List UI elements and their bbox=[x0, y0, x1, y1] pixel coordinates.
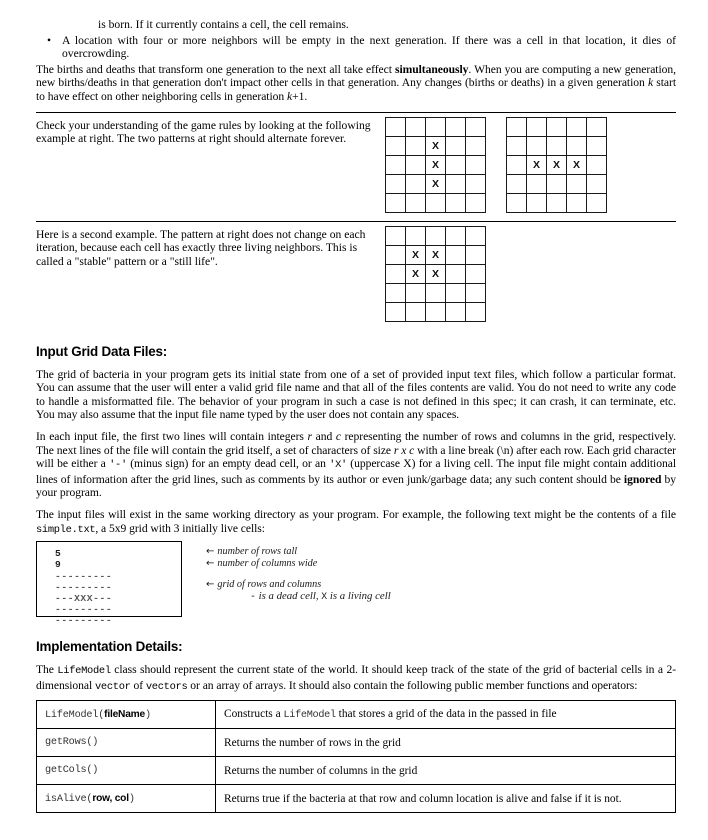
member-function-description bbox=[216, 785, 676, 813]
grid-cell-dead bbox=[446, 193, 466, 212]
grid-cell-alive: X bbox=[426, 174, 446, 193]
grid-cell-dead bbox=[507, 193, 527, 212]
annotation-legend bbox=[206, 590, 391, 603]
p3-a: The input files will exist in the same working directory as your program. For example, the following text might be the contents of a file bbox=[36, 507, 676, 521]
grid-row bbox=[386, 117, 486, 136]
grid-cell-dead bbox=[426, 283, 446, 302]
grid-cell-alive: X bbox=[547, 155, 567, 174]
grid-cell-dead bbox=[466, 193, 486, 212]
impl-a: The bbox=[36, 663, 58, 677]
file-line-cols: 9 bbox=[55, 559, 62, 571]
grid-cell-dead bbox=[386, 117, 406, 136]
annotation-grid bbox=[206, 579, 391, 590]
grid-cell-dead bbox=[507, 136, 527, 155]
grid-cell-dead bbox=[406, 226, 426, 245]
bullet-item-text: A location with four or more neighbors will be empty in the next generation. If there was a cell in that location, it dies of overcrowding. bbox=[62, 33, 676, 61]
p2-a: In each input file, the first two lines will contain integers bbox=[36, 429, 308, 443]
grid-cell-dead bbox=[446, 136, 466, 155]
grid-cell-dead bbox=[406, 174, 426, 193]
grid-cell-dead bbox=[567, 193, 587, 212]
grid-cell-dead bbox=[587, 174, 607, 193]
grid-cell-dead bbox=[406, 283, 426, 302]
example-one-text: Check your understanding of the game rules by looking at the following example at right. The two patterns at right should alternate forever. bbox=[36, 118, 371, 146]
grid-cell-dead bbox=[466, 155, 486, 174]
grid-row bbox=[507, 193, 607, 212]
description-text: Returns true if the bacteria at that row and column location is alive and false if it is not. bbox=[224, 792, 622, 805]
grid-cell-dead bbox=[446, 174, 466, 193]
description-text: Constructs a bbox=[224, 708, 284, 721]
grid-row bbox=[386, 245, 486, 264]
literal-dash: '-' bbox=[109, 459, 127, 472]
grid-cell-dead bbox=[466, 264, 486, 283]
member-function-signature bbox=[37, 701, 216, 729]
life-grid-blinker-horizontal bbox=[506, 117, 607, 213]
grid-cell-dead bbox=[386, 136, 406, 155]
description-text: Returns the number of columns in the grid bbox=[224, 764, 418, 777]
file-example-region bbox=[36, 541, 676, 627]
grid-cell-dead bbox=[507, 155, 527, 174]
grid-cell-dead bbox=[567, 174, 587, 193]
arrow-left-icon: ← bbox=[206, 546, 215, 558]
member-functions-table bbox=[36, 700, 676, 813]
grid-row bbox=[507, 136, 607, 155]
table-row bbox=[37, 729, 676, 757]
grid-row bbox=[386, 264, 486, 283]
legend-x-text: is a living cell bbox=[327, 590, 391, 603]
grid-a-body bbox=[386, 117, 486, 212]
annotation-rows-text: number of rows tall bbox=[217, 546, 298, 558]
p2-d: representing the number of rows and columns in the grid, respectively. The next lines of the file will contain the grid itself, a set of characters of size bbox=[36, 429, 677, 457]
annotation-spacer bbox=[206, 569, 391, 579]
grid-cell-dead bbox=[527, 174, 547, 193]
grid-cell-dead bbox=[466, 283, 486, 302]
example-one-grids bbox=[385, 117, 607, 213]
bullet-marker-icon: • bbox=[46, 33, 52, 47]
grid-row bbox=[386, 283, 486, 302]
var-k-2: k bbox=[287, 89, 293, 103]
legend-dash-text: is a dead cell, bbox=[255, 590, 322, 603]
grid-cell-dead bbox=[466, 226, 486, 245]
impl-c: of bbox=[130, 678, 146, 692]
impl-b: class should represent the current state of the world. It should keep track of the state of the grid of bacterial cells in a 2-dimensional bbox=[36, 663, 677, 692]
grid-cell-dead bbox=[547, 174, 567, 193]
grid-cell-alive: X bbox=[527, 155, 547, 174]
p2-e: with a line break (\n) after each row. Each grid character will be either a bbox=[36, 443, 676, 471]
grid-cell-dead bbox=[386, 193, 406, 212]
input-paragraph-1: The grid of bacteria in your program gets its initial state from one of a set of provided input text files, which follow a particular format. You can assume that the user will enter a valid grid file name and that all of the files contents are valid. You do not need to write any code to handle a misformatted file. The behavior of your program in such a case is not defined in this spec; it can crash, it can terminate, etc. You may also assume that the input file name typed by the user does not contain any spaces. bbox=[36, 367, 676, 422]
grid-cell-alive: X bbox=[426, 136, 446, 155]
grid-cell-dead bbox=[446, 283, 466, 302]
grid-cell-dead bbox=[547, 117, 567, 136]
type-vectors: vectors bbox=[145, 680, 188, 693]
var-c: c bbox=[335, 429, 341, 443]
grid-cell-dead bbox=[426, 193, 446, 212]
grid-cell-dead bbox=[567, 117, 587, 136]
grid-cell-dead bbox=[406, 193, 426, 212]
signature-close-paren: ) bbox=[145, 709, 151, 721]
section-heading-implementation-details: Implementation Details: bbox=[36, 639, 183, 655]
grid-cell-dead bbox=[527, 136, 547, 155]
grid-cell-dead bbox=[466, 117, 486, 136]
grid-cell-alive: X bbox=[426, 264, 446, 283]
grid-cell-dead bbox=[466, 245, 486, 264]
grid-cell-dead bbox=[386, 174, 406, 193]
sample-file-box bbox=[36, 541, 182, 627]
member-function-description bbox=[216, 729, 676, 757]
type-vector: vector bbox=[94, 680, 131, 693]
grid-cell-dead bbox=[386, 264, 406, 283]
grid-cell-dead bbox=[466, 302, 486, 321]
grid-cell-dead bbox=[446, 226, 466, 245]
file-name-simple-txt: simple.txt bbox=[36, 523, 96, 536]
file-line-grid-row-5: --------- bbox=[55, 615, 113, 627]
file-annotations bbox=[206, 541, 391, 603]
para-post: . When you are computing a new generation, new births/deaths in that generation don't impact other cells in that generation. Any changes (births or deaths) in a given generation bbox=[36, 62, 676, 90]
literal-x: 'X' bbox=[329, 459, 347, 472]
signature-parameter: fileName bbox=[104, 708, 146, 720]
emphasis-simultaneously: simultaneously bbox=[394, 62, 469, 76]
var-k: k bbox=[647, 76, 654, 90]
grid-cell-dead bbox=[386, 226, 406, 245]
grid-cell-alive: X bbox=[406, 264, 426, 283]
grid-cell-dead bbox=[406, 117, 426, 136]
p2-b: and bbox=[312, 429, 336, 443]
table-row bbox=[37, 785, 676, 813]
grid-cell-dead bbox=[587, 193, 607, 212]
member-function-description bbox=[216, 701, 676, 729]
section-heading-input-grid-data-files: Input Grid Data Files: bbox=[36, 343, 168, 359]
grid-row bbox=[386, 302, 486, 321]
grid-cell-dead bbox=[426, 302, 446, 321]
example-two-inner bbox=[36, 228, 676, 322]
simultaneity-paragraph bbox=[36, 63, 676, 104]
grid-cell-dead bbox=[446, 302, 466, 321]
p2-g: (uppercase X) for a living cell. The input file might contain additional lines of information after the grid lines, such as comments by its author or even junk/garbage data; any such content should be bbox=[36, 457, 676, 486]
grid-cell-dead bbox=[507, 174, 527, 193]
bullet-item bbox=[36, 34, 676, 61]
annotation-grid-text: grid of rows and columns bbox=[217, 578, 322, 590]
grid-row bbox=[386, 193, 486, 212]
grid-cell-dead bbox=[386, 283, 406, 302]
var-r-x-c: r x c bbox=[393, 443, 415, 457]
grid-row bbox=[507, 155, 607, 174]
p2-h: by your program. bbox=[36, 472, 676, 500]
para-tail: start to have effect on other neighboring cells in generation bbox=[36, 76, 677, 103]
grid-cell-dead bbox=[446, 264, 466, 283]
grid-cell-dead bbox=[547, 193, 567, 212]
grid-cell-dead bbox=[386, 245, 406, 264]
signature-close-paren: ) bbox=[128, 793, 135, 805]
grid-cell-alive: X bbox=[406, 245, 426, 264]
impl-d: or an array of arrays. It should also contain the following public member functions and operators: bbox=[187, 678, 638, 692]
annotation-rows bbox=[206, 546, 391, 557]
class-name-lifemodel: LifeModel bbox=[57, 665, 111, 678]
member-function-signature bbox=[37, 729, 216, 757]
file-line-grid-row-1: --------- bbox=[55, 570, 113, 582]
input-paragraph-2 bbox=[36, 430, 676, 500]
para-pre: The births and deaths that transform one generation to the next all take effect bbox=[36, 62, 395, 76]
grid-b-body bbox=[507, 117, 607, 212]
life-grid-blinker-vertical bbox=[385, 117, 486, 213]
file-line-grid-row-3: ---XXX--- bbox=[55, 592, 113, 604]
signature-name: LifeModel( bbox=[45, 709, 105, 721]
p2-f: (minus sign) for an empty dead cell, or an bbox=[126, 457, 330, 471]
grid-cell-dead bbox=[527, 117, 547, 136]
example-one-block bbox=[36, 112, 676, 213]
member-functions-table-body bbox=[37, 701, 676, 813]
example-two-grids bbox=[385, 226, 486, 322]
grid-row bbox=[386, 136, 486, 155]
signature-name: getCols() bbox=[45, 765, 99, 777]
grid-cell-dead bbox=[587, 117, 607, 136]
member-function-description bbox=[216, 757, 676, 785]
member-function-signature bbox=[37, 757, 216, 785]
table-row bbox=[37, 701, 676, 729]
file-line-grid-row-2: --------- bbox=[55, 581, 113, 593]
life-grid-block-stable bbox=[385, 226, 486, 322]
file-line-grid-row-4: --------- bbox=[55, 604, 113, 616]
table-row bbox=[37, 757, 676, 785]
member-function-signature bbox=[37, 785, 216, 813]
p3-b: , a 5x9 grid with 3 initially live cells: bbox=[95, 521, 265, 535]
implementation-paragraph bbox=[36, 663, 676, 694]
grid-cell-dead bbox=[426, 226, 446, 245]
arrow-left-icon-3: ← bbox=[206, 578, 215, 590]
example-one-inner bbox=[36, 119, 676, 213]
carryover-line: is born. If it currently contains a cell, the cell remains. bbox=[98, 18, 349, 31]
grid-cell-dead bbox=[426, 117, 446, 136]
grid-row bbox=[386, 155, 486, 174]
grid-cell-dead bbox=[406, 136, 426, 155]
var-r: r bbox=[307, 429, 312, 443]
input-paragraph-3 bbox=[36, 508, 676, 537]
signature-name: isAlive( bbox=[45, 793, 93, 805]
grid-c-body bbox=[386, 226, 486, 321]
grid-cell-dead bbox=[567, 136, 587, 155]
grid-cell-dead bbox=[547, 136, 567, 155]
description-text-tail: that stores a grid of the data in the passed in file bbox=[335, 708, 557, 721]
grid-cell-alive: X bbox=[426, 245, 446, 264]
para-end: +1. bbox=[292, 89, 308, 103]
grid-cell-alive: X bbox=[567, 155, 587, 174]
grid-cell-dead bbox=[446, 245, 466, 264]
grid-cell-dead bbox=[587, 155, 607, 174]
grid-cell-dead bbox=[446, 155, 466, 174]
grid-cell-dead bbox=[406, 302, 426, 321]
annotation-cols bbox=[206, 558, 391, 569]
example-two-text: Here is a second example. The pattern at right does not change on each iteration, because each cell has exactly three living neighbors. This is called a "stable" pattern or a "still life". bbox=[36, 227, 366, 268]
legend-dash-glyph: - bbox=[250, 591, 256, 603]
grid-cell-dead bbox=[507, 117, 527, 136]
annotation-cols-text: number of columns wide bbox=[217, 557, 318, 569]
grid-cell-dead bbox=[386, 302, 406, 321]
grid-cell-dead bbox=[406, 155, 426, 174]
signature-parameter: row, col bbox=[92, 792, 129, 804]
file-line-rows: 5 bbox=[55, 548, 62, 560]
grid-cell-dead bbox=[466, 136, 486, 155]
description-code: LifeModel bbox=[283, 710, 336, 722]
signature-name: getRows() bbox=[45, 737, 99, 749]
grid-cell-dead bbox=[386, 155, 406, 174]
grid-cell-alive: X bbox=[426, 155, 446, 174]
emphasis-ignored: ignored bbox=[623, 472, 662, 486]
grid-cell-dead bbox=[587, 136, 607, 155]
grid-row bbox=[507, 117, 607, 136]
grid-row bbox=[386, 174, 486, 193]
grid-cell-dead bbox=[466, 174, 486, 193]
example-two-block bbox=[36, 221, 676, 322]
document-content bbox=[36, 18, 676, 813]
grid-row bbox=[386, 226, 486, 245]
arrow-left-icon-2: ← bbox=[206, 557, 215, 569]
grid-cell-dead bbox=[446, 117, 466, 136]
grid-row bbox=[507, 174, 607, 193]
legend-x-glyph: X bbox=[321, 591, 328, 603]
description-text: Returns the number of rows in the grid bbox=[224, 736, 401, 749]
grid-cell-dead bbox=[527, 193, 547, 212]
